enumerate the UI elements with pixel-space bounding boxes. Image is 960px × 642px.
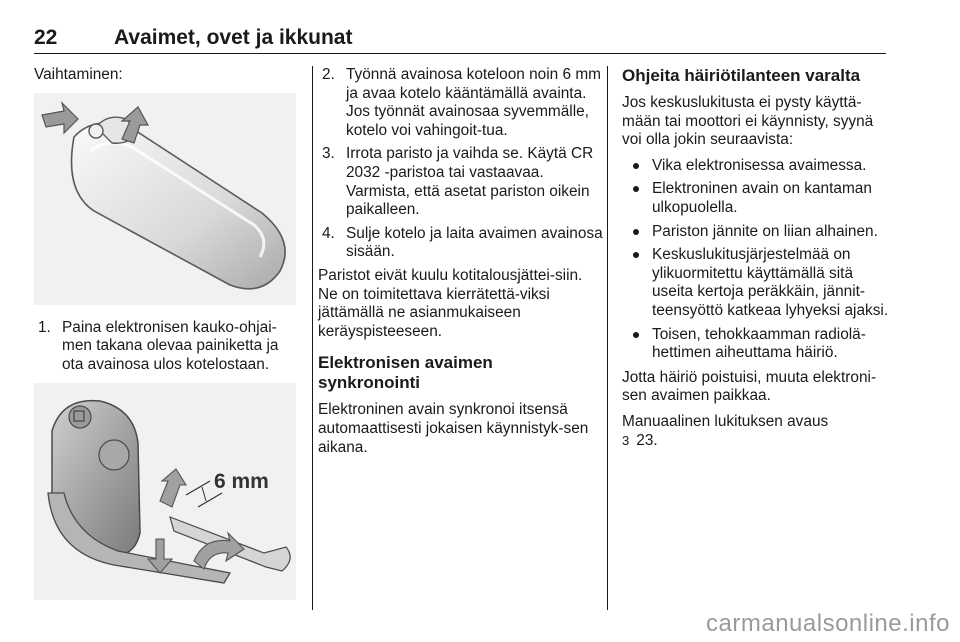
step-text: Sulje kotelo ja laita avaimen avainosa sisään. bbox=[346, 224, 603, 261]
step-number: 2. bbox=[322, 66, 335, 83]
column-3 bbox=[622, 66, 890, 457]
column-2 bbox=[318, 66, 604, 464]
steps-list-1 bbox=[34, 319, 296, 375]
sync-heading-line1: Elektronisen avaimen bbox=[318, 353, 493, 373]
steps-list-2 bbox=[318, 66, 604, 262]
cross-reference-page: 23. bbox=[636, 431, 658, 449]
bullet-icon bbox=[633, 252, 639, 258]
recycling-paragraph: Paristot eivät kuulu kotitalousjättei-siin. Ne on toimitettava kierrätettä-viksi jättämällä ne asianmukaiseen keräyspisteeseen. bbox=[318, 266, 583, 340]
step-item bbox=[318, 145, 604, 219]
advice-paragraph: Jotta häiriö poistuisi, muuta elektroni-sen avaimen paikkaa. bbox=[622, 368, 877, 405]
list-item-text: Pariston jännite on liian alhainen. bbox=[652, 222, 878, 240]
step-number: 1. bbox=[38, 318, 51, 336]
chapter-title: Avaimet, ovet ja ikkunat bbox=[114, 26, 353, 49]
step-text: Työnnä avainosa koteloon noin 6 mm ja avaa kotelo kääntämällä avainta. Jos työnnät avainosaa syvemmälle, kotelo voi vahingoit-tua. bbox=[346, 66, 601, 139]
list-item-text: Elektroninen avain on kantaman ulkopuolella. bbox=[652, 180, 872, 216]
causes-list bbox=[622, 157, 890, 363]
list-item bbox=[622, 246, 890, 320]
list-item-text: Vika elektronisessa avaimessa. bbox=[652, 156, 867, 174]
list-item-text: Toisen, tehokkaamman radiolä-hettimen aiheuttama häiriö. bbox=[652, 325, 866, 362]
column-1 bbox=[34, 66, 296, 600]
troubleshooting-intro: Jos keskuslukitusta ei pysty käyttä-mään tai moottori ei käynnisty, syynä voi olla jokin seuraavista: bbox=[622, 94, 874, 149]
page-number: 22 bbox=[34, 26, 58, 49]
list-item bbox=[622, 180, 890, 217]
cross-reference-link[interactable] bbox=[622, 432, 658, 449]
key-fob-battery-illustration bbox=[34, 383, 296, 600]
step-number: 4. bbox=[322, 224, 335, 242]
column-divider-1 bbox=[312, 66, 313, 610]
bullet-icon bbox=[633, 186, 639, 192]
step-text: Paina elektronisen kauko-ohjai-men takana olevaa painiketta ja ota avainosa ulos kotelostaan. bbox=[62, 318, 279, 373]
key-fob-drawing bbox=[34, 93, 296, 305]
key-fob-open-illustration bbox=[34, 93, 296, 305]
cross-reference bbox=[622, 413, 890, 450]
column-divider-2 bbox=[607, 66, 608, 610]
sync-heading-line2: synkronointi bbox=[318, 373, 421, 393]
step-item bbox=[318, 225, 604, 262]
step-number: 3. bbox=[322, 145, 335, 163]
list-item-text: Keskuslukitusjärjestelmää on ylikuormitettu käyttämällä sitä useita kertoja peräkkäin, jännit-teensyöttö katkeaa lyhyeksi ajaksi. bbox=[652, 246, 889, 319]
figure-dimension-label: 6 mm bbox=[214, 470, 269, 494]
page-reference-icon: 3 bbox=[622, 432, 630, 448]
list-item bbox=[622, 326, 890, 363]
list-item bbox=[622, 223, 890, 242]
step-text: Irrota paristo ja vaihda se. Käytä CR 2032 -paristoa tai vastaavaa. Varmista, että asetat pariston oikein paikalleen. bbox=[346, 145, 594, 219]
sync-paragraph: Elektroninen avain synkronoi itsensä automaattisesti jokaisen käynnistyk-sen aikana. bbox=[318, 401, 589, 456]
bullet-icon bbox=[633, 163, 639, 169]
bullet-icon bbox=[633, 229, 639, 235]
intro-text: Vaihtaminen: bbox=[34, 66, 123, 83]
cross-reference-text: Manuaalinen lukituksen avaus bbox=[622, 412, 829, 430]
sync-heading bbox=[318, 353, 604, 393]
watermark-text: carmanualsonline.info bbox=[706, 610, 950, 637]
bullet-icon bbox=[633, 332, 639, 338]
step-item bbox=[34, 319, 296, 375]
page-header bbox=[34, 26, 886, 54]
list-item bbox=[622, 157, 890, 176]
troubleshooting-heading: Ohjeita häiriötilanteen varalta bbox=[622, 66, 861, 85]
step-item bbox=[318, 66, 604, 140]
